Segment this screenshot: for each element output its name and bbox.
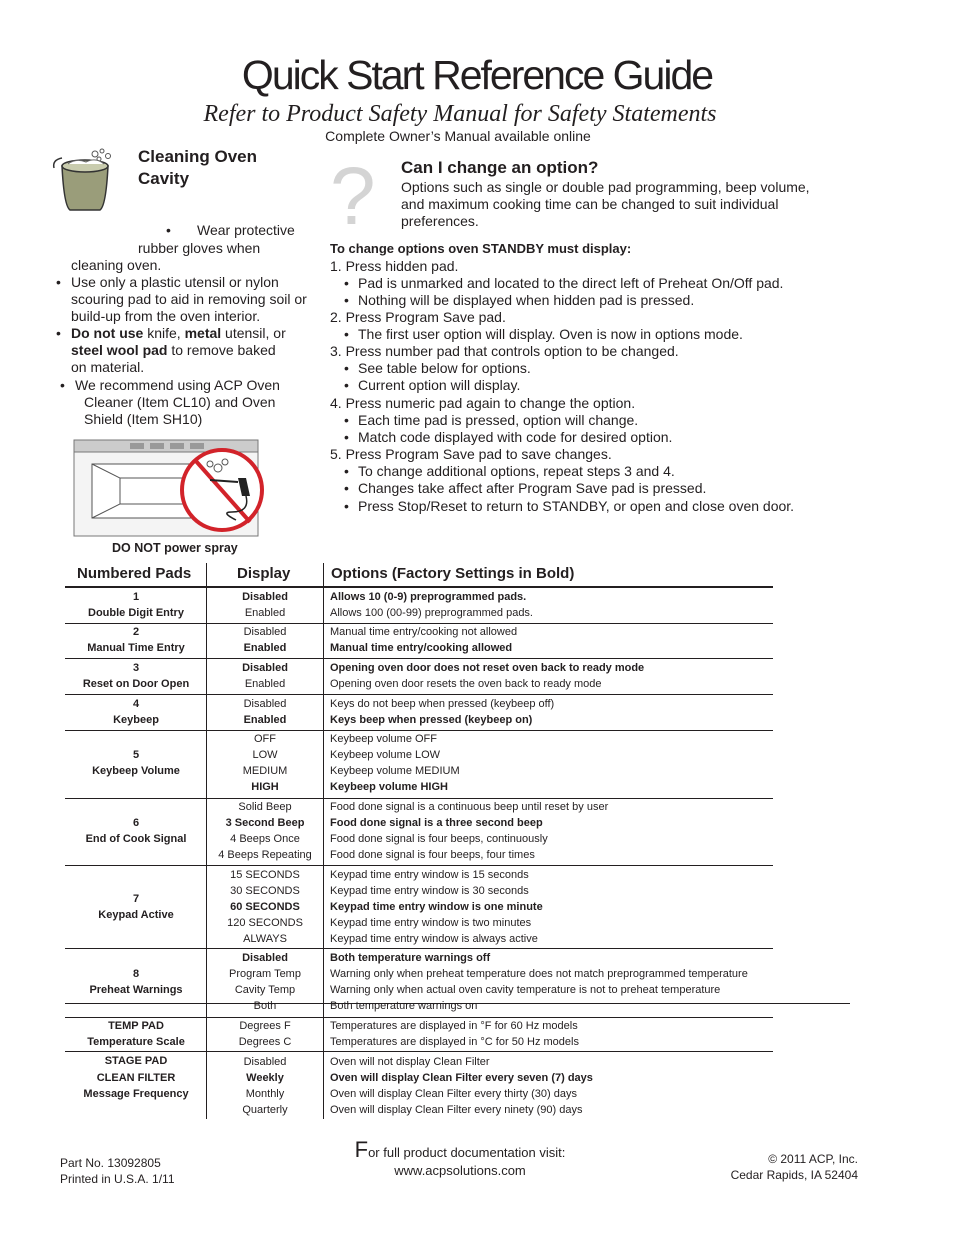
table-header-rule [65,586,773,588]
display-value: Disabled [242,952,288,964]
display-value: 60 SECONDS [230,901,300,913]
step-3-sub-a: • See table below for options. [358,360,531,377]
option-text: Food done signal is four beeps, continuously [330,833,548,845]
bullet1-line3: cleaning oven. [71,257,162,273]
option-text: Allows 100 (00-99) preprogrammed pads. [330,607,533,619]
display-value: Disabled [243,1056,287,1068]
option-text: Opening oven door does not reset oven back to ready mode [330,662,645,674]
copyright: © 2011 ACP, Inc. [768,1152,858,1166]
bullet2-line1: Use only a plastic utensil or nylon [71,274,279,290]
display-value: Quarterly [242,1104,288,1116]
table-row-pad [67,696,205,728]
cleaning-heading [138,146,257,190]
option-text: Warning only when preheat temperature does not match preprogrammed temperature [330,968,748,980]
table-row-options [330,624,850,656]
option-text: Oven will not display Clean Filter [330,1056,490,1068]
table-row-pad [67,1018,205,1050]
documentation-note [330,1137,590,1180]
display-value: 3 Second Beep [225,817,305,829]
option-text: Keybeep volume OFF [330,733,437,745]
pad-number: STAGE PAD [104,1055,168,1067]
step-5-sub-a: • To change additional options, repeat steps 3 and 4. [358,463,675,480]
pad-name: Double Digit Entry [88,607,184,619]
option-text: Food done signal is four beeps, four times [330,849,535,861]
pad-name: Preheat Warnings [89,984,183,996]
option-text: Oven will display Clean Filter every ninety (90) days [330,1104,583,1116]
step-3-sub-b: • Current option will display. [358,377,520,394]
table-row-pad [67,589,205,621]
part-number: Part No. 13092805 [60,1156,161,1170]
table-row-options [330,950,850,1014]
option-text: Manual time entry/cooking not allowed [330,626,518,638]
options-desc-line2: and maximum cooking time can be changed to suit individual [401,196,779,212]
display-value: Disabled [242,662,288,674]
pad-number: 6 [132,817,140,829]
options-description [401,179,821,230]
copyright-info [731,1151,858,1183]
row-separator [65,658,773,659]
online-note: Complete Owner’s Manual available online [325,128,591,144]
bullet3-text-d: utensil, or [221,325,286,341]
pad-number: TEMP PAD [108,1020,164,1032]
step-1-sub-a: • Pad is unmarked and located to the direct left of Preheat On/Off pad. [358,275,783,292]
option-text: Keypad time entry window is 30 seconds [330,885,529,897]
option-text: Keypad time entry window is 15 seconds [330,869,529,881]
doc-initial: F [354,1137,369,1162]
option-text: Temperatures are displayed in °C for 50 Hz models [330,1036,579,1048]
table-row-display [208,1054,322,1118]
option-text: Keys do not beep when pressed (keybeep off) [330,698,555,710]
table-row-options [330,696,850,728]
display-value: LOW [252,749,278,761]
bullet3-text-g: on material. [71,359,145,375]
table-row-pad [67,747,205,779]
table-row-options [330,1018,850,1050]
display-value: Monthly [245,1088,285,1100]
display-value: MEDIUM [242,765,288,777]
question-mark-icon: ? [330,151,376,242]
option-text: Keypad time entry window is one minute [330,901,543,913]
step-4-sub-b: • Match code displayed with code for desired option. [358,429,672,446]
pad-name: Manual Time Entry [87,642,185,654]
doc-text: or full product documentation visit: [368,1145,566,1160]
options-desc-line1: Options such as single or double pad programming, beep volume, [401,179,810,195]
display-value: Enabled [243,642,287,654]
bullet1-line1: Wear protective [197,222,295,238]
table-row-options [330,867,850,947]
part-info [60,1155,175,1187]
display-value: Program Temp [229,968,301,980]
bullet-dot: • [166,222,171,238]
pad-name: Keybeep Volume [92,765,180,777]
bullet3-text-b: knife, [143,325,185,341]
pad-name: Keybeep [113,714,159,726]
option-text: Keys beep when pressed (keybeep on) [330,714,533,726]
bullet3-bold-e: steel wool pad [71,342,168,358]
doc-url[interactable]: www.acpsolutions.com [394,1163,526,1178]
display-value: Enabled [244,607,286,619]
table-row-options [330,589,850,621]
page-title: Quick Start Reference Guide [241,52,713,98]
table-row-pad [67,624,205,656]
column-header-display: Display [237,565,291,582]
bullet-dot: • [56,274,61,290]
option-text: Keybeep volume LOW [330,749,441,761]
row-separator [65,1051,773,1052]
display-value: Solid Beep [238,801,292,813]
option-text: Warning only when actual oven cavity temperature is not to preheat temperature [330,984,721,996]
table-row-options [330,799,850,863]
printed-info: Printed in U.S.A. 1/11 [60,1172,175,1186]
bullet-dot: • [60,377,65,393]
bullet2-line2: scouring pad to aid in removing soil or [71,291,307,307]
display-value: 4 Beeps Once [230,833,300,845]
pad-number: 5 [132,749,140,761]
table-row-pad [67,966,205,998]
step-2-sub-a: • The first user option will display. Oven is now in options mode. [358,326,743,343]
option-text: Keypad time entry window is two minutes [330,917,532,929]
pad-name: Reset on Door Open [82,678,190,690]
bullet4-line3: Shield (Item SH10) [84,411,203,427]
cleaning-heading-line1: Cleaning Oven [138,147,258,166]
table-row-display [208,660,322,692]
options-desc-line3: preferences. [401,213,479,229]
table-row-display [208,950,322,1014]
no-power-spray-icon [60,438,270,538]
pad-number: CLEAN FILTER [96,1071,176,1084]
option-text: Keybeep volume HIGH [330,781,448,793]
table-row-options [330,731,850,795]
display-value: 30 SECONDS [230,885,300,897]
bullet1-line2: rubber gloves when [138,240,261,256]
row-separator [65,865,773,866]
option-text: Allows 10 (0-9) preprogrammed pads. [330,591,527,603]
display-value: Both [253,1000,277,1012]
steps-heading: To change options oven STANDBY must display: [330,241,632,256]
bullet4-line2: Cleaner (Item CL10) and Oven [84,394,276,410]
bullet2 [71,274,321,325]
row-separator [65,948,773,949]
option-text: Both temperature warnings on [330,1000,478,1012]
table-row-display [208,731,322,795]
column-header-pads: Numbered Pads [77,565,192,582]
table-row-pad [67,815,205,847]
table-row-pad [67,660,205,692]
bullet3-text-f: to remove baked [167,342,276,358]
step-1: 1. Press hidden pad. [330,258,459,274]
table-row-display [208,624,322,656]
display-value: Degrees C [238,1036,292,1048]
pad-name: Message Frequency [83,1088,189,1100]
bullet3 [71,325,321,376]
pad-number: 2 [132,626,140,638]
step-4: 4. Press numeric pad again to change the option. [330,395,636,411]
options-heading: Can I change an option? [401,158,599,177]
option-text: Oven will display Clean Filter every seven (7) days [330,1072,593,1084]
table-divider [206,563,207,1119]
display-value: 120 SECONDS [227,917,303,929]
table-row-display [208,799,322,863]
display-value: Disabled [243,698,287,710]
column-header-options: Options (Factory Settings in Bold) [331,565,575,582]
table-divider [323,563,324,1119]
page-subtitle: Refer to Product Safety Manual for Safety Statements [203,101,717,127]
display-value: Disabled [243,626,287,638]
table-row-display [208,696,322,728]
display-value: 15 SECONDS [230,869,300,881]
bullet4-line1: We recommend using ACP Oven [75,377,280,393]
display-value: Enabled [243,714,287,726]
pad-number: 7 [132,893,140,905]
option-text: Keybeep volume MEDIUM [330,765,460,777]
cleaning-heading-line2: Cavity [138,169,190,188]
company-location: Cedar Rapids, IA 52404 [730,1168,858,1182]
pad-number: 3 [132,662,140,674]
option-text: Food done signal is a continuous beep until reset by user [330,801,609,813]
step-4-sub-a: • Each time pad is pressed, option will change. [358,412,638,429]
step-5: 5. Press Program Save pad to save changes. [330,446,612,462]
bullet-dot: • [56,325,61,341]
table-row-pad [67,1053,205,1103]
display-value: 4 Beeps Repeating [218,849,312,861]
pad-name: Keypad Active [98,909,174,921]
display-value: Disabled [242,591,288,603]
display-value: ALWAYS [243,933,287,945]
no-power-spray-caption: DO NOT power spray [112,541,238,555]
option-text: Keypad time entry window is always active [330,933,538,945]
table-row-options [330,660,850,692]
option-text: Temperatures are displayed in °F for 60 Hz models [330,1020,578,1032]
step-2: 2. Press Program Save pad. [330,309,506,325]
display-value: HIGH [251,781,279,793]
step-5-sub-b: • Changes take affect after Program Save pad is pressed. [358,480,706,497]
option-text: Opening oven door resets the oven back to ready mode [330,678,602,690]
pad-name: End of Cook Signal [85,833,187,845]
table-row-pad [67,891,205,923]
bullet3-bold-c: metal [184,325,222,341]
row-separator [65,694,773,695]
display-value: Weekly [246,1072,284,1084]
pad-number: 1 [132,591,140,603]
display-value: Cavity Temp [234,984,296,996]
display-value: Degrees F [239,1020,291,1032]
pad-name: Temperature Scale [87,1036,185,1048]
option-text: Manual time entry/cooking allowed [330,642,513,654]
step-1-sub-b: • Nothing will be displayed when hidden pad is pressed. [358,292,694,309]
bullet3-bold-a: Do not use [71,325,144,341]
table-row-display [208,867,322,947]
option-text: Both temperature warnings off [330,952,491,964]
option-text: Food done signal is a three second beep [330,817,543,829]
step-5-sub-c: • Press Stop/Reset to return to STANDBY, or open and close oven door. [358,498,794,515]
pad-number: 4 [132,698,140,710]
table-row-display [208,589,322,621]
option-text: Oven will display Clean Filter every thirty (30) days [330,1088,577,1100]
display-value: Enabled [244,678,286,690]
display-value: OFF [254,733,276,745]
pad-number: 8 [132,968,140,980]
bullet2-line3: build-up from the oven interior. [71,308,261,324]
step-3: 3. Press number pad that controls option to be changed. [330,343,679,359]
table-row-display [208,1018,322,1050]
bucket-icon [46,146,118,216]
table-row-options [330,1054,850,1118]
